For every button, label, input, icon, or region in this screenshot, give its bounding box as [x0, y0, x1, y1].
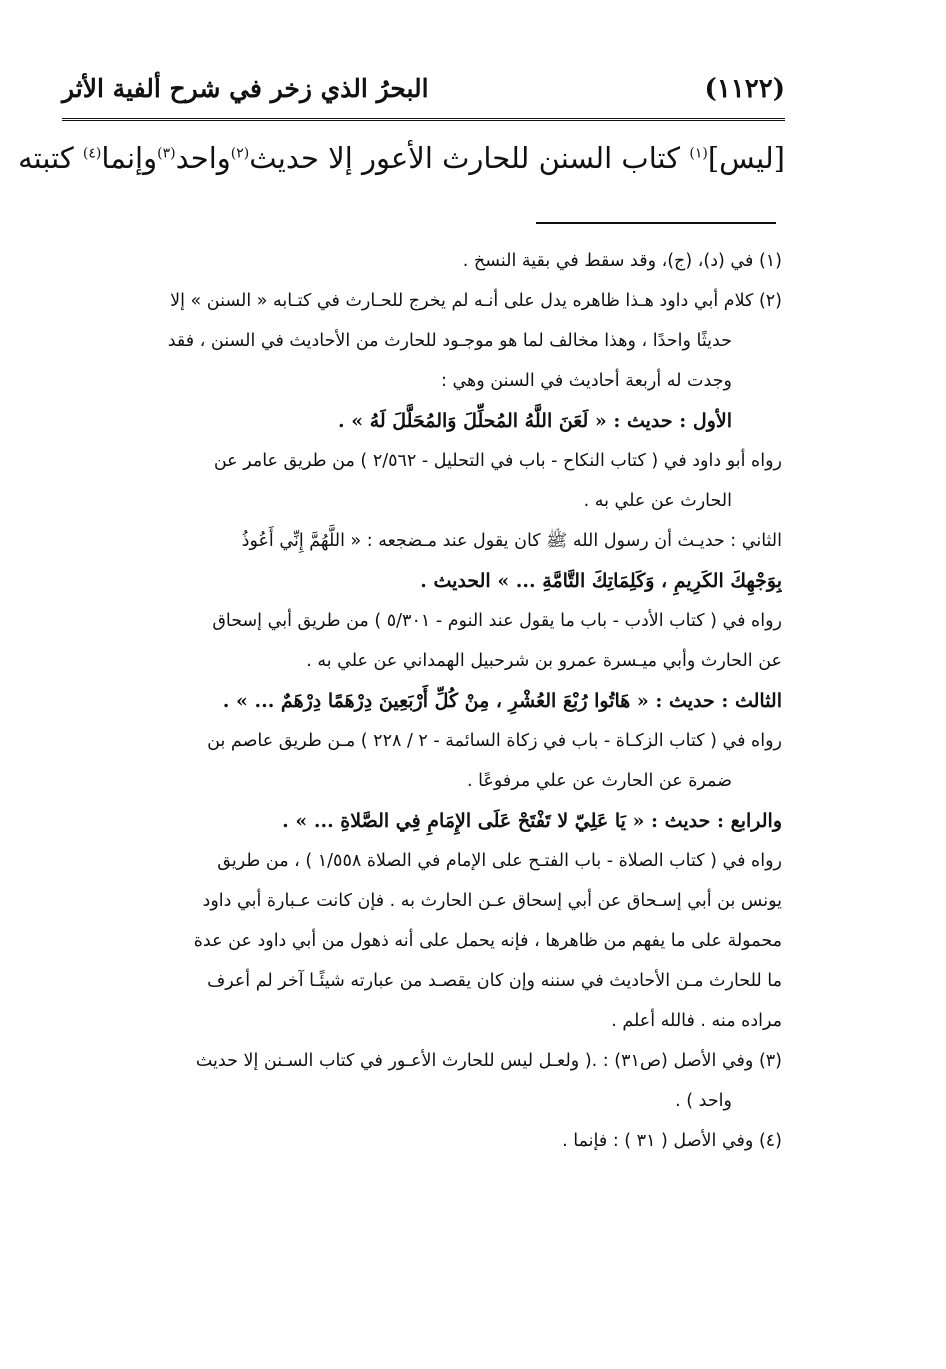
footnote-ref: (٤) [82, 145, 102, 162]
footnote-line: الحارث عن علي به . [583, 491, 732, 511]
main-text-segment: كتبته [18, 141, 83, 175]
footnote-ref: (٢) [230, 145, 250, 162]
hadith-line: بِوَجْهِكَ الكَرِيمِ ، وَكَلِمَاتِكَ التَّامَّةِ ... » الحديث . [420, 570, 782, 592]
footnote-line: رواه في ( كتاب الصلاة - باب الفتـح على الإمام في الصلاة ١/٥٥٨ ) ، من طريق [217, 851, 782, 871]
footnote-line: حديثًا واحدًا ، وهذا مخالف لما هو موجـود للحارث من الأحاديث في السنن ، فقد [167, 331, 732, 351]
footnote-ref: (٣) [157, 145, 176, 162]
footnote-line: وجدت له أربعة أحاديث في السنن وهي : [441, 371, 732, 391]
page-header [62, 72, 785, 112]
footnotes [72, 241, 782, 1161]
hadith-line: الأول : حديث : « لَعَنَ اللَّهُ المُحلِّلَ وَالمُحَلَّلَ لَهُ » . [337, 410, 732, 432]
footnote-line: رواه أبو داود في ( كتاب النكاح - باب في التحليل - ٢/٥٦٢ ) من طريق عامر عن [213, 451, 782, 471]
footnote-1 [72, 241, 782, 281]
footnote-line: رواه في ( كتاب الأدب - باب ما يقول عند النوم - ٥/٣٠١ ) من طريق أبي إسحاق [212, 611, 782, 631]
footnote-2 [72, 281, 782, 1041]
footnote-ref: (١) [689, 145, 708, 162]
main-text-segment: [ليس] [707, 141, 785, 175]
hadith-line: والرابع : حديث : « يَا عَلِيّ لا تَفْتَحْ عَلَى الإِمَامِ فِي الصَّلاةِ ... » . [282, 810, 782, 832]
footnote-line: عن الحارث وأبي ميـسرة عمرو بن شرحبيل الهمداني عن علي به . [306, 651, 782, 671]
main-text-segment: واحد [175, 141, 231, 175]
footnote-line: يونس بن أبي إسـحاق عن أبي إسحاق عـن الحارث به . فإن كانت عـبارة أبي داود [202, 891, 782, 911]
hadith-line: الثالث : حديث : « هَاتُوا رُبْعَ العُشْرِ ، مِنْ كُلِّ أَرْبَعِينَ دِرْهَمًا دِرْهَمٌ ... » . [222, 690, 782, 712]
main-text-segment: وإنما [101, 141, 158, 175]
footnote-line: (١) في (د)، (ج)، وقد سقط في بقية النسخ . [462, 251, 782, 271]
footnote-line: واحد ) . [675, 1091, 732, 1111]
page-number: (١١٢٢) [704, 74, 785, 104]
footnote-line: مراده منه . فالله أعلم . [611, 1011, 782, 1031]
footnote-line: (٣) وفي الأصل (ص٣١) : .( ولعـل ليس للحارث الأعـور في كتاب السـنن إلا حديث [195, 1051, 782, 1071]
footnote-line: (٤) وفي الأصل ( ٣١ ) : فإنما . [562, 1131, 782, 1151]
footnote-4 [72, 1121, 782, 1161]
main-text-segment: كتاب السنن للحارث الأعور إلا حديث [249, 141, 690, 175]
footnote-number: (٢) [758, 291, 782, 311]
footnote-number: (٣) [758, 1051, 782, 1071]
footnote-line: محمولة على ما يفهم من ظاهرها ، فإنه يحمل على أنه ذهول من أبي داود عن عدة [193, 931, 782, 951]
main-text [18, 138, 785, 178]
footnote-separator [536, 222, 776, 224]
hadith-line: الثاني : حديـث أن رسول الله ﷺ كان يقول عند مـضجعه : « اللَّهُمَّ إِنِّي أَعُوذُ [241, 531, 782, 551]
footnote-line: رواه في ( كتاب الزكـاة - باب في زكاة السائمة - ٢ / ٢٢٨ ) مـن طريق عاصم بن [207, 731, 782, 751]
running-title: البحرُ الذي زخر في شرح ألفية الأثر [62, 74, 429, 103]
footnote-line: ما للحارث مـن الأحاديث في سننه وإن كان يقصـد من عبارته شيئًـا آخر لم أعرف [207, 971, 782, 991]
footnote-line: (٢) كلام أبي داود هـذا ظاهره يدل على أنـه لم يخرج للحـارث في كتـابه « السنن » إلا [170, 291, 782, 311]
footnote-number: (١) [758, 251, 782, 271]
footnote-line: ضمرة عن الحارث عن علي مرفوعًا . [466, 771, 732, 791]
header-rule [62, 118, 785, 121]
footnote-3 [72, 1041, 782, 1121]
footnote-number: (٤) [758, 1131, 782, 1151]
